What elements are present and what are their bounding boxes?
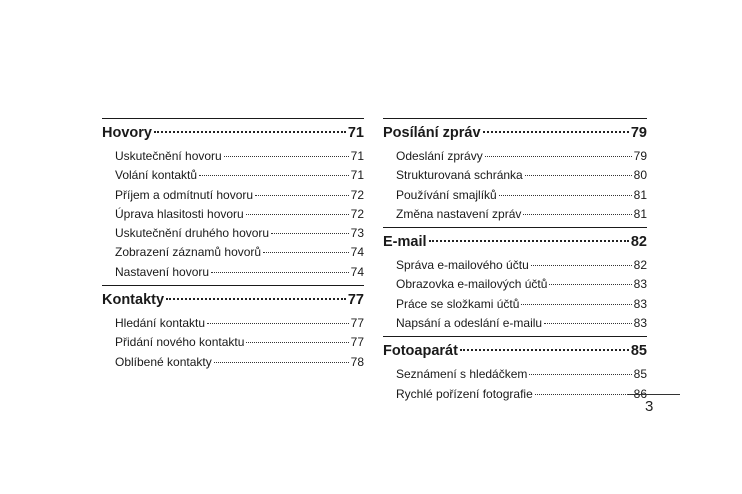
dot-leader [246, 214, 349, 215]
dot-leader [523, 214, 631, 215]
toc-entry[interactable] [396, 186, 647, 205]
dot-leader [460, 349, 629, 351]
toc-entry[interactable] [115, 243, 364, 262]
toc-entry-page: 81 [633, 206, 647, 221]
dot-leader [263, 252, 349, 253]
toc-entry[interactable] [396, 256, 647, 275]
toc-entry[interactable] [115, 166, 364, 185]
toc-entry[interactable] [115, 224, 364, 243]
dot-leader [521, 304, 631, 305]
toc-section-page: 82 [630, 234, 647, 251]
toc-entry-page: 71 [350, 168, 364, 183]
dot-leader [535, 394, 632, 395]
toc-entry[interactable] [115, 333, 364, 352]
toc-section [383, 227, 647, 336]
dot-leader [154, 131, 346, 133]
toc-column-left [102, 118, 364, 375]
toc-entry-label: Uskutečnění druhého hovoru [115, 226, 270, 241]
toc-section-page: 77 [347, 292, 364, 309]
toc-section-heading[interactable] [383, 228, 647, 256]
dot-leader [485, 156, 632, 157]
toc-entry-label: Úprava hlasitosti hovoru [115, 206, 244, 221]
toc-entry-page: 83 [633, 277, 647, 292]
toc-entry-page: 72 [350, 187, 364, 202]
toc-entry-label: Obrazovka e-mailových účtů [396, 277, 548, 292]
toc-entry-page: 82 [633, 258, 647, 273]
toc-entry-label: Odeslání zprávy [396, 149, 483, 163]
dot-leader [207, 323, 349, 324]
toc-section [102, 118, 364, 285]
toc-column-right [383, 118, 647, 407]
toc-section-heading[interactable] [102, 119, 364, 147]
toc-section [102, 285, 364, 375]
toc-entry-label: Oblíbené kontakty [115, 354, 212, 369]
toc-entry[interactable] [396, 275, 647, 294]
dot-leader [525, 175, 632, 176]
toc-entry[interactable] [396, 385, 647, 404]
toc-entry-page: 74 [350, 245, 364, 260]
dot-leader [199, 175, 349, 176]
toc-entry-label: Příjem a odmítnutí hovoru [115, 187, 254, 202]
toc-section-page: 71 [347, 125, 364, 141]
toc-section [383, 336, 647, 407]
toc-section-title: E-mail [383, 234, 427, 251]
page-number-rule [628, 394, 680, 395]
dot-leader [531, 265, 632, 266]
toc-entry-label: Správa e-mailového účtu [396, 258, 529, 273]
dot-leader [499, 195, 632, 196]
toc-entry[interactable] [396, 166, 647, 185]
dot-leader [211, 272, 349, 273]
toc-entry-label: Volání kontaktů [115, 168, 198, 183]
toc-entry[interactable] [115, 205, 364, 224]
toc-entry-label: Rychlé pořízení fotografie [396, 386, 533, 401]
toc-entry-page: 71 [350, 149, 364, 163]
dot-leader [255, 195, 349, 196]
toc-entry-page: 77 [350, 316, 364, 331]
toc-entry-label: Používání smajlíků [396, 187, 497, 202]
toc-entry[interactable] [396, 205, 647, 224]
toc-entry-label: Zobrazení záznamů hovorů [115, 245, 262, 260]
toc-entry[interactable] [115, 314, 364, 333]
toc-section [383, 118, 647, 227]
toc-entry-label: Uskutečnění hovoru [115, 149, 222, 163]
toc-entry-page: 77 [350, 335, 364, 350]
dot-leader [246, 342, 348, 343]
toc-section-title: Hovory [102, 125, 152, 141]
dot-leader [429, 240, 629, 242]
toc-entry-label: Strukturovaná schránka [396, 168, 523, 183]
toc-entry-page: 81 [633, 187, 647, 202]
toc-entry-label: Seznámení s hledáčkem [396, 367, 528, 382]
toc-entry[interactable] [396, 314, 647, 333]
toc-entry-page: 78 [350, 354, 364, 369]
dot-leader [271, 233, 349, 234]
toc-entry-page: 74 [350, 264, 364, 279]
toc-entry[interactable] [115, 353, 364, 372]
toc-entry-page: 79 [633, 149, 647, 163]
toc-entry-page: 85 [633, 367, 647, 382]
toc-entry-label: Hledání kontaktu [115, 316, 206, 331]
toc-entry-label: Napsání a odeslání e-mailu [396, 316, 543, 331]
toc-section-title: Kontakty [102, 292, 165, 309]
dot-leader [483, 131, 629, 133]
toc-section-heading[interactable] [383, 119, 647, 147]
toc-entry-page: 80 [633, 168, 647, 183]
toc-entry-page: 86 [633, 386, 647, 401]
dot-leader [166, 298, 346, 300]
toc-section-title: Fotoaparát [383, 343, 458, 360]
toc-entry-page: 83 [633, 296, 647, 311]
toc-entry[interactable] [115, 147, 364, 166]
toc-entry-label: Přidání nového kontaktu [115, 335, 245, 350]
toc-entry-label: Práce se složkami účtů [396, 296, 520, 311]
dot-leader [549, 284, 631, 285]
toc-entry-label: Nastavení hovoru [115, 264, 210, 279]
toc-section-heading[interactable] [383, 337, 647, 365]
toc-entry-page: 83 [633, 316, 647, 331]
toc-entry[interactable] [396, 365, 647, 384]
page-number: 3 [645, 398, 654, 415]
toc-entry-label: Změna nastavení zpráv [396, 206, 522, 221]
dot-leader [544, 323, 632, 324]
toc-entry-page: 72 [350, 206, 364, 221]
toc-entry[interactable] [115, 186, 364, 205]
toc-entry[interactable] [396, 147, 647, 166]
toc-section-page: 79 [630, 125, 647, 141]
toc-section-page: 85 [630, 343, 647, 360]
toc-section-heading[interactable] [102, 286, 364, 314]
toc-entry[interactable] [396, 295, 647, 314]
toc-section-title: Posílání zpráv [383, 125, 481, 141]
toc-entry[interactable] [115, 263, 364, 282]
dot-leader [214, 362, 349, 363]
dot-leader [529, 374, 631, 375]
dot-leader [224, 156, 349, 157]
toc-entry-page: 73 [350, 226, 364, 241]
